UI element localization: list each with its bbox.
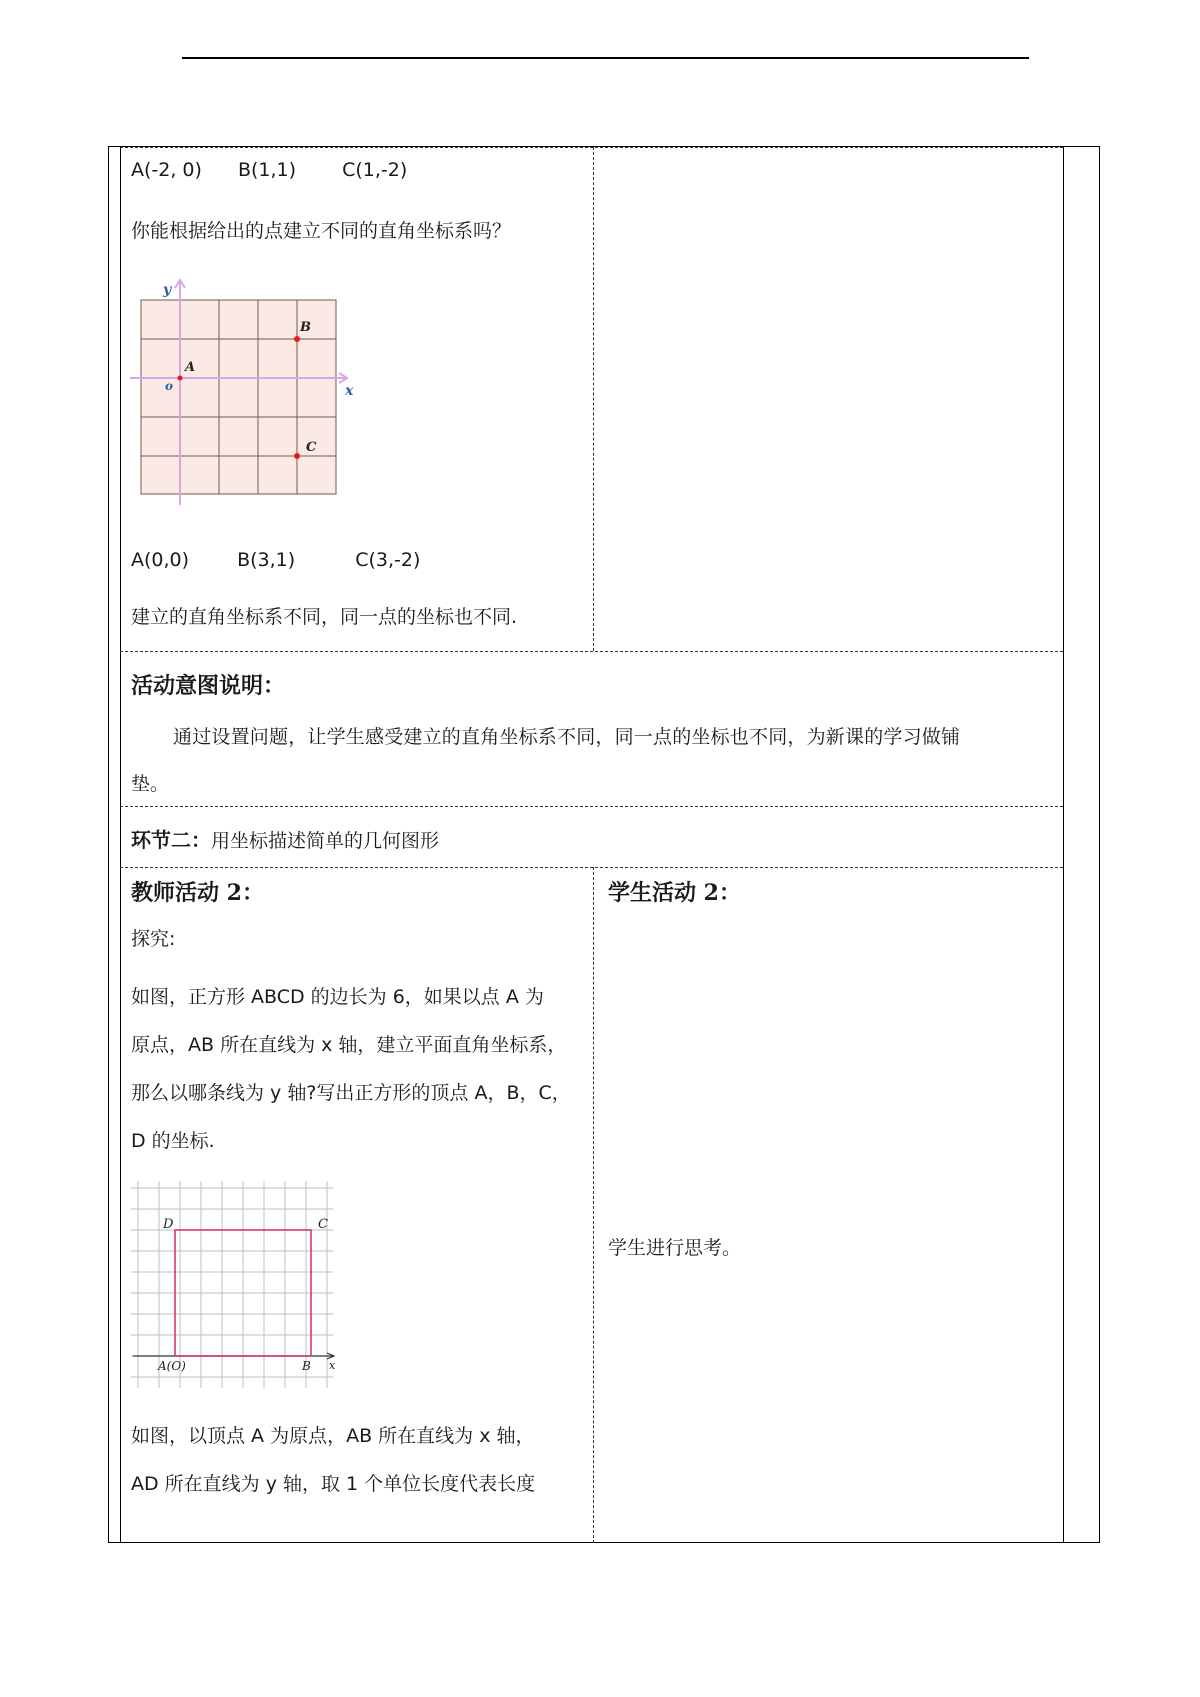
question-text: 你能根据给出的点建立不同的直角坐标系吗？	[131, 220, 512, 242]
problem-line-3: 那么以哪条线为 y 轴?写出正方形的顶点 A，B，C，	[131, 1082, 571, 1104]
conclusion-text: 建立的直角坐标系不同，同一点的坐标也不同.	[131, 606, 518, 628]
intent-body-line1: 通过设置问题，让学生感受建立的直角坐标系不同，同一点的坐标也不同，为新课的学习做铺	[173, 726, 961, 748]
section2-heading-text: 用坐标描述简单的几何图形	[211, 830, 440, 852]
vertex-b-label: B	[302, 1359, 311, 1373]
problem-line-1: 如图，正方形 ABCD 的边长为 6，如果以点 A 为	[131, 986, 544, 1008]
teacher-activity-heading: 教师活动 2：	[131, 880, 264, 906]
point-c-dot	[294, 453, 300, 459]
header-rule	[182, 57, 1029, 59]
point-a-coord-2: A(0,0)	[131, 549, 190, 571]
point-a-label: A	[185, 360, 196, 375]
point-b-coord-2: B(3,1)	[237, 549, 296, 571]
solution-line-1: 如图，以顶点 A 为原点，AB 所在直线为 x 轴，	[131, 1425, 535, 1447]
x-axis-label: x	[345, 383, 354, 399]
intent-heading: 活动意图说明：	[131, 673, 286, 699]
student-activity-text: 学生进行思考。	[608, 1237, 742, 1259]
column-divider	[593, 867, 594, 1543]
section2-heading	[131, 824, 439, 853]
table-top-dashed-rule	[120, 147, 1063, 148]
row-divider	[120, 867, 1063, 868]
y-axis-label: y	[163, 282, 172, 298]
table-inner-left-rule	[120, 146, 121, 1543]
explore-label: 探究:	[131, 928, 176, 950]
origin-label: o	[165, 379, 174, 393]
problem-line-2: 原点，AB 所在直线为 x 轴，建立平面直角坐标系，	[131, 1034, 567, 1056]
row-divider	[120, 806, 1063, 807]
point-b-coord: B(1,1)	[237, 159, 297, 181]
point-a-coord: A(-2, 0)	[131, 159, 202, 181]
points-list	[131, 161, 407, 180]
point-c-label: C	[306, 440, 317, 455]
student-activity-heading: 学生活动 2：	[608, 880, 741, 906]
vertex-c-label: C	[318, 1217, 328, 1232]
intent-body-line2: 垫。	[131, 773, 170, 795]
point-a-dot	[178, 376, 183, 381]
vertex-a-label: A(O)	[158, 1359, 186, 1373]
table-inner-right-rule	[1063, 146, 1064, 1543]
x-axis-label: x	[329, 1359, 336, 1372]
column-divider	[593, 147, 594, 651]
problem-line-4: D 的坐标.	[131, 1130, 215, 1152]
square-grid-lines	[131, 1181, 333, 1388]
row-divider	[120, 651, 1063, 652]
solution-line-2: AD 所在直线为 y 轴，取 1 个单位长度代表长度	[131, 1473, 536, 1495]
point-b-dot	[294, 336, 300, 342]
point-b-label: B	[300, 320, 311, 335]
section2-heading-label: 环节二：	[131, 828, 211, 852]
points-list-2	[131, 551, 420, 570]
square-grid-figure	[128, 1178, 343, 1393]
point-c-coord: C(1,-2)	[342, 159, 408, 181]
coordinate-grid-figure	[125, 275, 370, 510]
point-c-coord-2: C(3,-2)	[355, 549, 421, 571]
vertex-d-label: D	[163, 1217, 174, 1232]
